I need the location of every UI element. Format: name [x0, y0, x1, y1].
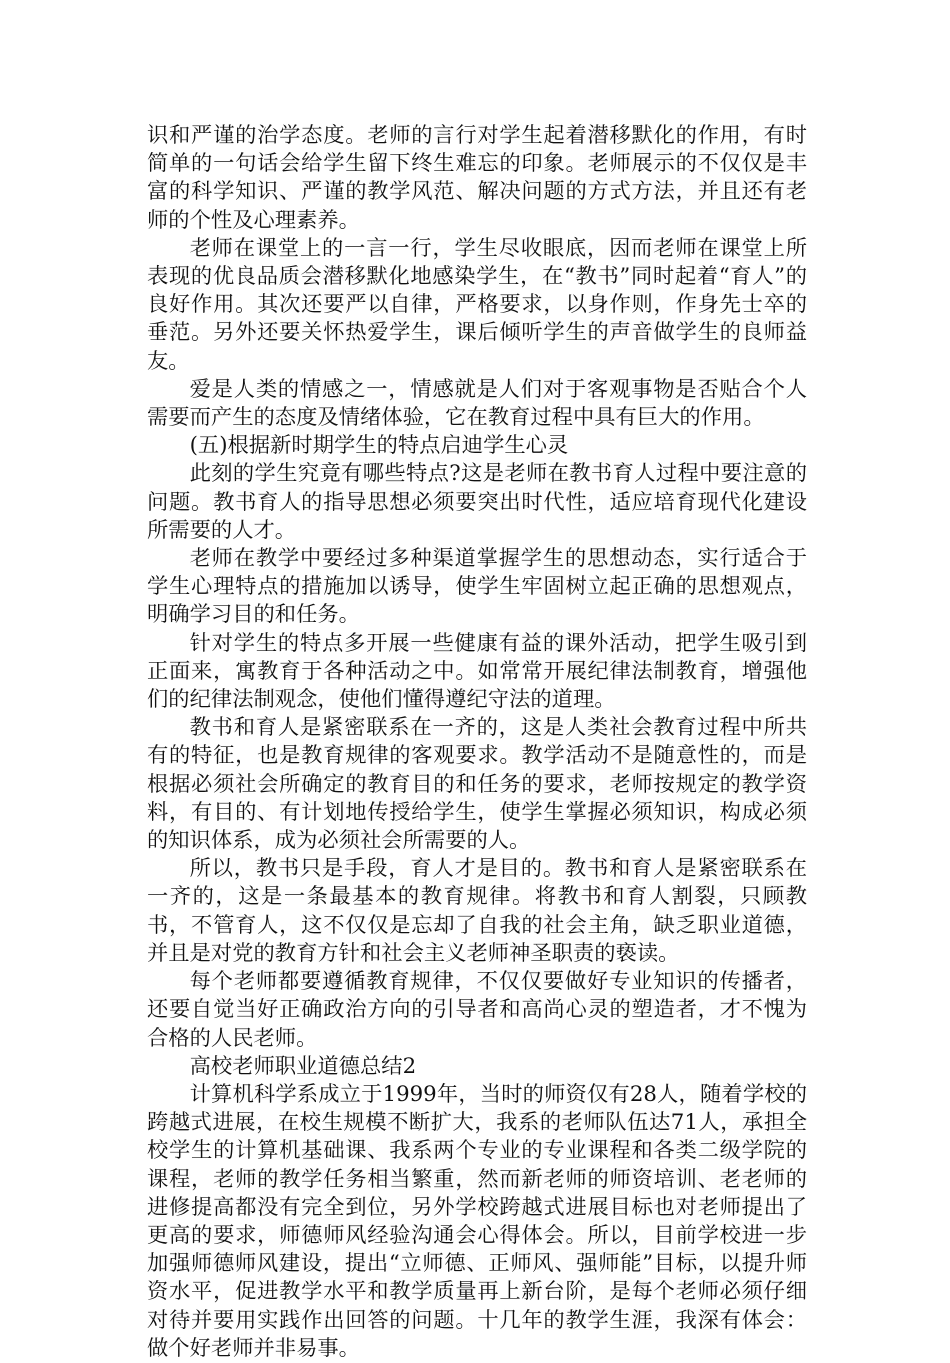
document-body [147, 122, 807, 1363]
paragraph: 计算机科学系成立于1999年，当时的师资仅有28人，随着学校的跨越式进展，在校生规模不断扩大，我系的老师队伍达71人，承担全校学生的计算机基础课、我系两个专业的专业课程和各类二级学院的课程，老师的教学任务相当繁重，然而新老师的师资培训、老老师的进修提高都没有完全到位，另外学校跨越式进展目标也对老师提出了更高的要求，师德师风经验沟通会心得体会。所以，目前学校进一步加强师德师风建设，提出“立师德、正师风、强师能”目标，以提升师资水平，促进教学水平和教学质量再上新台阶，是每个老师必须仔细对待并要用实践作出回答的问题。十几年的教学生涯，我深有体会：做个好老师并非易事。 [147, 1081, 807, 1361]
section-heading: (五)根据新时期学生的特点启迪学生心灵 [189, 433, 569, 459]
paragraph: 针对学生的特点多开展一些健康有益的课外活动，把学生吸引到正面来，寓教育于各种活动之中。如常常开展纪律法制教育，增强他们的纪律法制观念，使他们懂得遵纪守法的道理。 [147, 630, 807, 713]
paragraph: 每个老师都要遵循教育规律，不仅仅要做好专业知识的传播者，还要自觉当好正确政治方向的引导者和高尚心灵的塑造者，才不愧为合格的人民老师。 [147, 969, 807, 1051]
paragraph: 此刻的学生究竟有哪些特点?这是老师在教书育人过程中要注意的问题。教书育人的指导思想必须要突出时代性，适应培育现代化建设所需要的人才。 [147, 461, 807, 543]
paragraph: 老师在课堂上的一言一行，学生尽收眼底，因而老师在课堂上所表现的优良品质会潜移默化地感染学生，在“教书”同时起着“育人”的良好作用。其次还要严以自律，严格要求，以身作则，作身先士卒的垂范。另外还要关怀热爱学生，课后倾听学生的声音做学生的良师益友。 [147, 235, 807, 374]
article-title: 高校老师职业道德总结2 [189, 1053, 417, 1079]
paragraph: 所以，教书只是手段，育人才是目的。教书和育人是紧密联系在一齐的，这是一条最基本的教育规律。将教书和育人割裂，只顾教书，不管育人，这不仅仅是忘却了自我的社会主角，缺乏职业道德，并且是对党的教育方针和社会主义老师神圣职责的亵读。 [147, 856, 807, 966]
paragraph: 老师在教学中要经过多种渠道掌握学生的思想动态，实行适合于学生心理特点的措施加以诱导，使学生牢固树立起正确的思想观点，明确学习目的和任务。 [147, 546, 807, 628]
paragraph: 识和严谨的治学态度。老师的言行对学生起着潜移默化的作用，有时简单的一句话会给学生留下终生难忘的印象。老师展示的不仅仅是丰富的科学知识、严谨的教学风范、解决问题的方式方法，并且还有老师的个性及心理素养。 [147, 123, 807, 233]
paragraph: 爱是人类的情感之一，情感就是人们对于客观事物是否贴合个人需要而产生的态度及情绪体验，它在教育过程中具有巨大的作用。 [147, 376, 807, 431]
paragraph: 教书和育人是紧密联系在一齐的，这是人类社会教育过程中所共有的特征，也是教育规律的客观要求。教学活动不是随意性的，而是根据必须社会所确定的教育目的和任务的要求，老师按规定的教学资料，有目的、有计划地传授给学生，使学生掌握必须知识，构成必须的知识体系，成为必须社会所需要的人。 [147, 715, 807, 854]
